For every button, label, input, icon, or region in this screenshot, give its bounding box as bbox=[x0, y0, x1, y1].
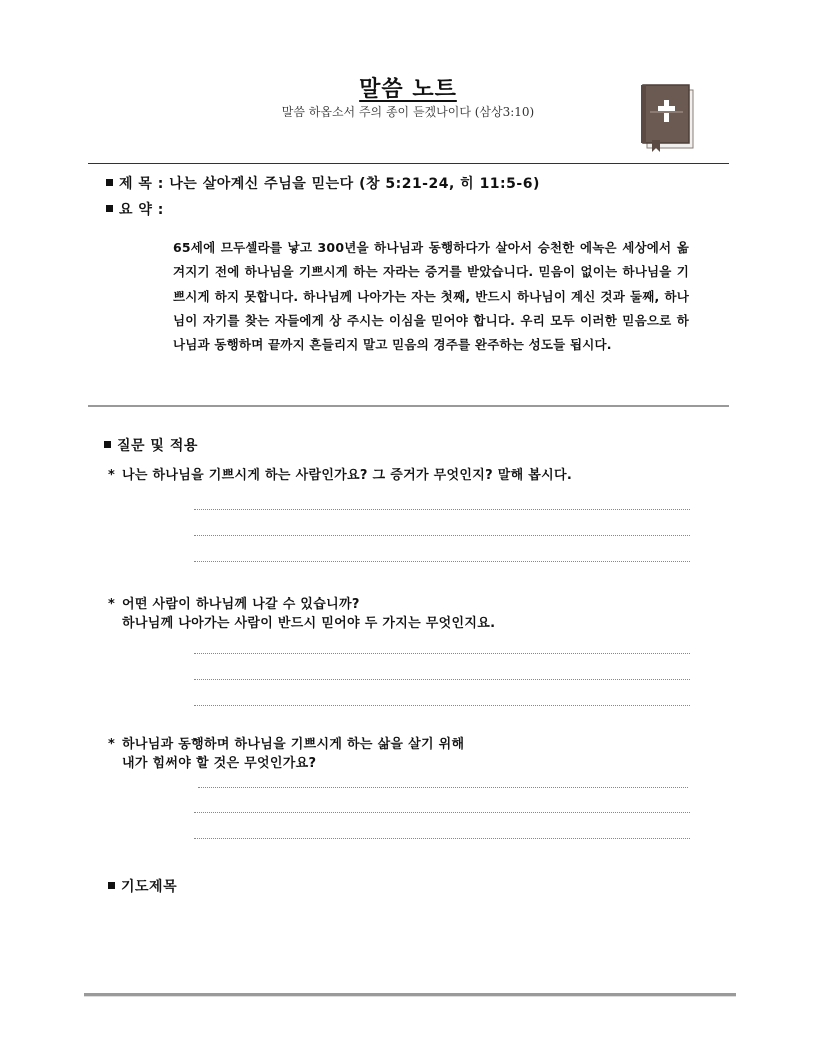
answer-line[interactable] bbox=[194, 705, 690, 706]
asterisk-marker: * bbox=[108, 737, 116, 752]
top-divider bbox=[88, 163, 729, 164]
bible-book-icon bbox=[638, 82, 696, 154]
bottom-divider bbox=[84, 993, 736, 997]
sermon-summary-text: 65세에 므두셀라를 낳고 300년을 하나님과 동행하다가 살아서 승천한 에녹은 세상에서 옮겨지기 전에 하나님을 기쁘시게 하는 자라는 증거를 받았습니다. 믿음이 없이는 하나님을 기쁘시게 하지 못합니다. 하나님께 나아가는 자는 첫째, 반드시 하나님이 계신 것과 둘째, 하나님이 자기를 찾는 자들에게 상 주시는 이심을 믿어야 합니다. 우리 모두 이러한 믿음으로 하나님과 동행하며 끝까지 흔들리지 말고 믿음의 경주를 완주하는 성도들 됩시다. bbox=[173, 240, 689, 353]
answer-line[interactable] bbox=[194, 561, 690, 562]
question-3 bbox=[108, 735, 464, 773]
sermon-title-text: 나는 살아계신 주님을 믿는다 (창 5:21-24, 히 11:5-6) bbox=[169, 176, 540, 192]
prayer-heading: 기도제목 bbox=[108, 876, 177, 896]
middle-divider bbox=[88, 405, 729, 407]
question-2-line-2: 하나님께 나아가는 사람이 반드시 믿어야 두 가지는 무엇인지요. bbox=[122, 616, 496, 631]
square-bullet-icon bbox=[106, 179, 113, 186]
question-3-line-1: 하나님과 동행하며 하나님을 기쁘시게 하는 삶을 살기 위해 bbox=[122, 737, 465, 752]
sermon-summary-label: 요 약 : bbox=[119, 202, 164, 218]
answer-line[interactable] bbox=[194, 653, 690, 654]
question-3-line-2: 내가 힘써야 할 것은 무엇인가요? bbox=[122, 756, 317, 771]
answer-line[interactable] bbox=[194, 535, 690, 536]
question-1-line-1: 나는 하나님을 기쁘시게 하는 사람인가요? 그 증거가 무엇인지? 말해 봅시다. bbox=[122, 468, 573, 483]
question-1 bbox=[108, 466, 572, 485]
question-2-line-1: 어떤 사람이 하나님께 나갈 수 있습니까? bbox=[122, 597, 360, 612]
question-2 bbox=[108, 595, 495, 633]
answer-line[interactable] bbox=[194, 509, 690, 510]
application-heading: 질문 및 적용 bbox=[104, 435, 198, 455]
answer-line[interactable] bbox=[194, 838, 690, 839]
answer-line[interactable] bbox=[198, 787, 688, 788]
sermon-summary-row bbox=[106, 199, 164, 219]
page-title: 말씀 노트 bbox=[359, 77, 457, 102]
answer-line[interactable] bbox=[194, 679, 690, 680]
square-bullet-icon bbox=[106, 205, 113, 212]
sermon-title-row bbox=[106, 173, 540, 193]
square-bullet-icon bbox=[104, 441, 111, 448]
answer-line[interactable] bbox=[194, 812, 690, 813]
asterisk-marker: * bbox=[108, 468, 116, 483]
asterisk-marker: * bbox=[108, 597, 116, 612]
sermon-title-label: 제 목 : bbox=[119, 176, 164, 192]
page-subtitle: 말씀 하옵소서 주의 종이 듣겠나이다 (삼상3:10) bbox=[281, 105, 535, 119]
square-bullet-icon bbox=[108, 882, 115, 889]
